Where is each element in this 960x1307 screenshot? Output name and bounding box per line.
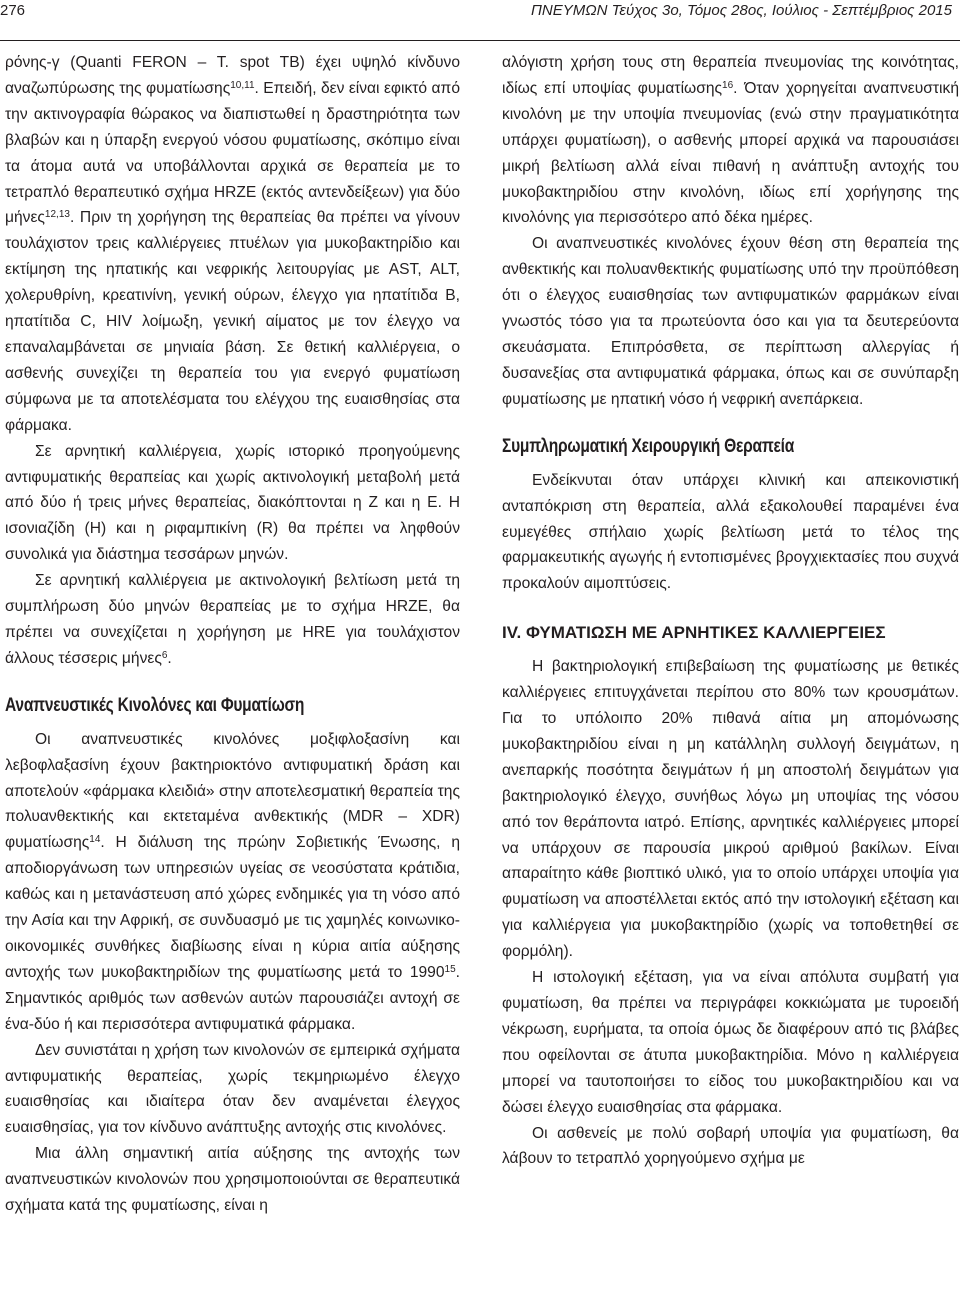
running-header — [0, 0, 960, 41]
paragraph: Οι αναπνευστικές κινολόνες μοξιφλοξασίνη και λεβοφλαξασίνη έχουν βακτηριοκτόνο αντιφυματική δράση και αποτελούν «φάρμακα κλειδιά» στην αποτελεσματική θεραπεία της πολυανθεκτικής και εκτεταμένα ανθεκτικής (MDR – XDR) φυματίωσης$^{14}$. Η διάλυση της πρώην Σοβιετικής Ένωσης, η αποδιοργάνωση των υπηρεσιών υγείας σε νεοσύστατα κράτιδια, καθώς και η μετανάστευση από χώρες ενδημικές για τη νόσο από την Ασία και την Αφρική, σε συνδυασμό με τις χαμηλές κοινωνικο-οικονομικές συνθήκες διαβίωσης είναι η κύρια αιτία αύξησης αντοχής των μυκοβακτηριδίων της φυματίωσης μετά το 1990$^{15}$. Σημαντικός αριθμός των ασθενών αυτών παρουσιάζει αντοχή σε ένα-δύο ή και περισσότερα αντιφυματικά φάρμακα. — [5, 730, 460, 1033]
reference-superscript: 15 — [444, 963, 456, 975]
paragraph: αλόγιστη χρήση τους στη θεραπεία πνευμονίας της κοινότητας, ιδίως επί υποψίας φυματίωσης$^{16}$. Όταν χορηγείται αναπνευστική κινολόνη με την υποψία πνευμονίας (ενώ στην πραγματικότητα υπάρχει φυματίωση), ο ασθενής μπορεί αρχικά να παρουσιάσει μικρή βελτίωση αλλά είναι πιθανή η ανάπτυξη αντοχής του μυκοβακτηριδίου στην κινολόνη, ιδίως επί χορήγησης της κινολόνης για περισσότερο από δέκα ημέρες. — [502, 54, 959, 227]
journal-running-title: ΠΝΕΥΜΩΝ Τεύχος 3ο, Τόμος 28ος, Ιούλιος - Σεπτέμβριος 2015 — [531, 2, 952, 19]
paragraph: Οι αναπνευστικές κινολόνες έχουν θέση στη θεραπεία της ανθεκτικής και πολυανθεκτικής φυματίωσης υπό την προϋπόθεση ότι ο έλεγχος ευαισθησίας των αντιφυματικών φαρμάκων είναι γνωστός τόσο για τα πρωτεύοντα όσο και για τα δευτερεύοντα σκευάσματα. Επιπρόσθετα, σε περίπτωση αλλεργίας ή δυσανεξίας στα αντιφυματικά φάρμακα, όπως και σε συνύπαρξη φυματίωσης με ηπατική νόσο ή νεφρική ανεπάρκεια. — [502, 235, 959, 408]
paragraph: Ενδείκνυται όταν υπάρχει κλινική και απεικονιστική ανταπόκριση στη θεραπεία, αλλά εξακολουθεί παραμένει ένα ευμεγέθες σπήλαιο χωρίς βελτίωση μετά το τέλος της φαρμακευτικής αγωγής ή εντοπισμένες βρογχιεκτασίες που συχνά προκαλούν αιμοπτύσεις. — [502, 471, 959, 593]
paragraph: Σε αρνητική καλλιέργεια, χωρίς ιστορικό προηγούμενης αντιφυματικής θεραπείας και χωρίς ακτινολογική μεταβολή μετά από δύο ή τρεις μήνες θεραπείας, διακόπτονται η Z και η E. Η ισονιαζίδη (H) και η ριφαμπικίνη (R) θα πρέπει να ληφθούν συνολικά για διάστημα τεσσάρων μηνών. — [5, 442, 460, 564]
section-heading: Αναπνευστικές Κινολόνες και Φυματίωση — [5, 694, 305, 716]
paragraph: Η ιστολογική εξέταση, για να είναι απόλυτα συμβατή για φυματίωση, θα πρέπει να περιγράφει κοκκιώματα με τυροειδή νέκρωση, ευρήματα, τα οποία όμως δε διαφέρουν από τις βλάβες που οφείλονται σε άτυπα μυκοβακτηρίδια. Μόνο η καλλιέργεια μπορεί να ταυτοποιήσει το είδος του μυκοβακτηριδίου και να δώσει έλεγχο ευαισθησίας στα φάρμακα. — [502, 969, 959, 1116]
reference-superscript: 6 — [161, 649, 168, 661]
paragraph: Μια άλλη σημαντική αιτία αύξησης της αντοχής των αναπνευστικών κινολονών που χρησιμοποιούνται σε θεραπευτικά σχήματα κατά της φυματίωσης, είναι η — [5, 1145, 460, 1215]
reference-superscript: 16 — [722, 79, 734, 91]
paragraph: Οι ασθενείς με πολύ σοβαρή υποψία για φυματίωση, θα λάβουν το τετραπλό χορηγούμενο σχήμα με — [502, 1124, 959, 1168]
paragraph: ρόνης-γ (Quanti FERON – T. spot TB) έχει υψηλό κίνδυνο αναζωπύρωσης της φυματίωσης$^{10,11}$. Επειδή, δεν είναι εφικτό από την ακτινογραφία θώρακος να διαπιστωθεί η δραστηριότητα των βλαβών και η ύπαρξη ενεργού νόσου φυματίωσης, σκόπιμο είναι τα άτομα αυτά να υποβάλλονται αρχικά σε θεραπεία με το τετραπλό θεραπευτικό σχήμα HRZE (εκτός αντενδείξεων) για δύο μήνες$^{12,13}$. Πριν τη χορήγηση της θεραπείας θα πρέπει να γίνουν τουλάχιστον τρεις καλλιέργειες πτυέλων για μυκοβακτηρίδιο και εκτίμηση της ηπατικής και νεφρικής λειτουργίας με AST, ALT, χολερυθρίνη, κρεατινίνη, γενική ούρων, έλεγχο για ηπατίτιδα B, ηπατίτιδα C, HIV λοίμωξη, γενική αίματος με τον έλεγχο να επαναλαμβάνεται σε μηνιαία βάση. Σε θετική καλλιέργεια, ο ασθενής συνεχίζει τη θεραπεία του για ενεργό φυματίωση σύμφωνα με τα αποτελέσματα του ελέγχου της ευαισθησίας στα φάρμακα. — [5, 54, 460, 434]
page-number: 276 — [0, 2, 26, 19]
paragraph: Η βακτηριολογική επιβεβαίωση της φυματίωσης με θετικές καλλιέργειες επιτυγχάνεται περίπου στο 80% των κρουσμάτων. Για το υπόλοιπο 20% πιθανά αίτια μη απομόνωσης μυκοβακτηριδίου είναι η μη κατάλληλη συλλογή δειγμάτων, η ανεπαρκής ποσότητα δειγμάτων ή μη αποστολή δειγμάτων για βακτηριολογικό έλεγχο, συνήθως λόγω μη υποψίας της νόσου από τον θεράποντα ιατρό. Επίσης, αρνητικές καλλιέργειες μπορεί να υπάρχουν σε παρουσία μικρού αριθμού βακίλων. Είναι απαραίτητο κάθε βιοπτικό υλικό, για το οποίο υπάρχει υποψία για φυματίωση να αποστέλλεται εκτός από την ιστολογική εξέταση και για καλλιέργεια για μυκοβακτηρίδιο (χωρίς να τοποθετηθεί σε φορμόλη). — [502, 658, 959, 961]
reference-superscript: 10,11 — [230, 79, 255, 91]
reference-superscript: 12,13 — [44, 209, 70, 221]
section-heading: Συμπληρωματική Χειρουργική Θεραπεία — [502, 435, 795, 457]
reference-superscript: 14 — [89, 834, 101, 846]
section-heading: IV. ΦΥΜΑΤΙΩΣΗ ΜΕ ΑΡΝΗΤΙΚΕΣ ΚΑΛΛΙΕΡΓΕΙΕΣ — [502, 623, 886, 643]
paragraph: Σε αρνητική καλλιέργεια με ακτινολογική βελτίωση μετά τη συμπλήρωση δύο μηνών θεραπείας με το σχήμα HRZE, θα πρέπει να συνεχίζεται η χορήγηση με HRE για τουλάχιστον άλλους τέσσερις μήνες$^6$. — [5, 572, 460, 667]
left-column — [5, 50, 460, 1219]
paragraph: Δεν συνιστάται η χρήση των κινολονών σε εμπειρικά σχήματα αντιφυματικής θεραπείας, χωρίς τεκμηριωμένο έλεγχο ευαισθησίας και ιδιαίτερα όταν δεν αναμένεται έλεγχος ευαισθησίας, για τον κίνδυνο ανάπτυξης αντοχής στις κινολόνες. — [5, 1041, 460, 1137]
right-column — [502, 50, 959, 1172]
